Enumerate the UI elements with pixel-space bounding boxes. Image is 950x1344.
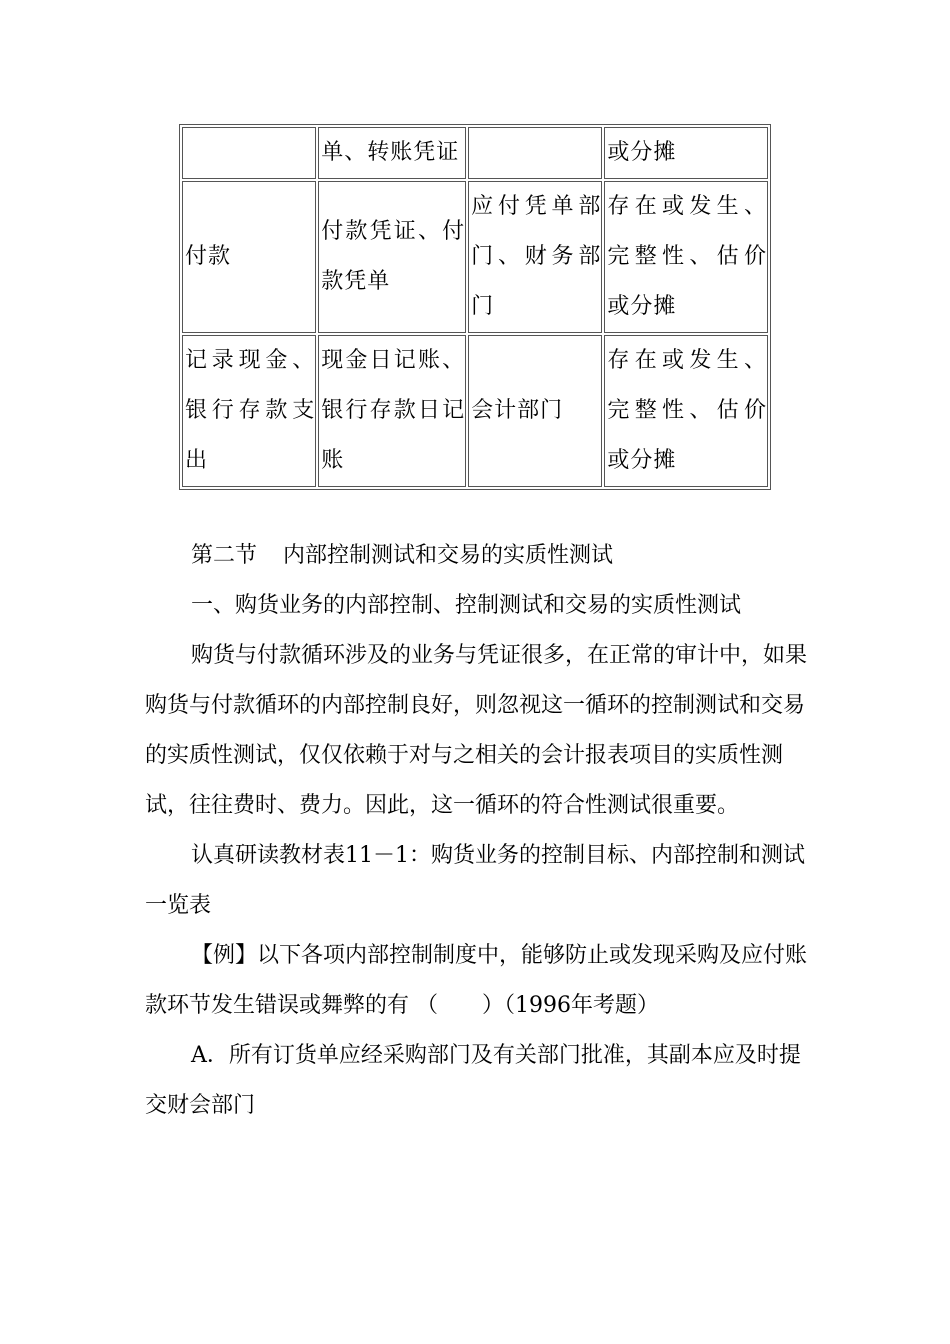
table-cell: 存在或发生、完整性、估价或分摊 [604, 181, 768, 333]
table-cell: 记录现金、银行存款支出 [182, 335, 316, 487]
table-row [182, 127, 768, 179]
table-cell: 单、转账凭证 [318, 127, 466, 179]
control-table-wrapper [179, 124, 771, 490]
table-cell: 会计部门 [468, 335, 602, 487]
table-cell: 付款凭证、付款凭单 [318, 181, 466, 333]
intro-paragraph: 购货与付款循环涉及的业务与凭证很多，在正常的审计中，如果购货与付款循环的内部控制良好，则忽视这一循环的控制测试和交易的实质性测试，仅仅依赖于对与之相关的会计报表项目的实质性测试，往往费时、费力。因此，这一循环的符合性测试很重要。 [145, 643, 808, 818]
example-question: 【例】以下各项内部控制制度中，能够防止或发现采购及应付账款环节发生错误或舞弊的有 （ ）（1996年考题） [145, 943, 808, 1018]
section-title: 内部控制测试和交易的实质性测试 [283, 543, 614, 568]
table-cell [182, 127, 316, 179]
table-cell: 应付凭单部门、财务部门 [468, 181, 602, 333]
subheading: 一、购货业务的内部控制、控制测试和交易的实质性测试 [191, 593, 742, 618]
table-cell: 付款 [182, 181, 316, 333]
table-row [182, 335, 768, 487]
control-table [179, 124, 771, 490]
section-number: 第二节 [191, 543, 258, 568]
option-a: A．所有订货单应经采购部门及有关部门批准，其副本应及时提交财会部门 [145, 1043, 801, 1118]
table-cell: 现金日记账、银行存款日记账 [318, 335, 466, 487]
document-body [145, 531, 815, 1131]
table-row [182, 181, 768, 333]
table-cell: 或分摊 [604, 127, 768, 179]
section-heading [145, 531, 815, 581]
study-paragraph: 认真研读教材表11－1：购货业务的控制目标、内部控制和测试一览表 [145, 843, 805, 918]
table-cell [468, 127, 602, 179]
table-cell: 存在或发生、完整性、估价或分摊 [604, 335, 768, 487]
